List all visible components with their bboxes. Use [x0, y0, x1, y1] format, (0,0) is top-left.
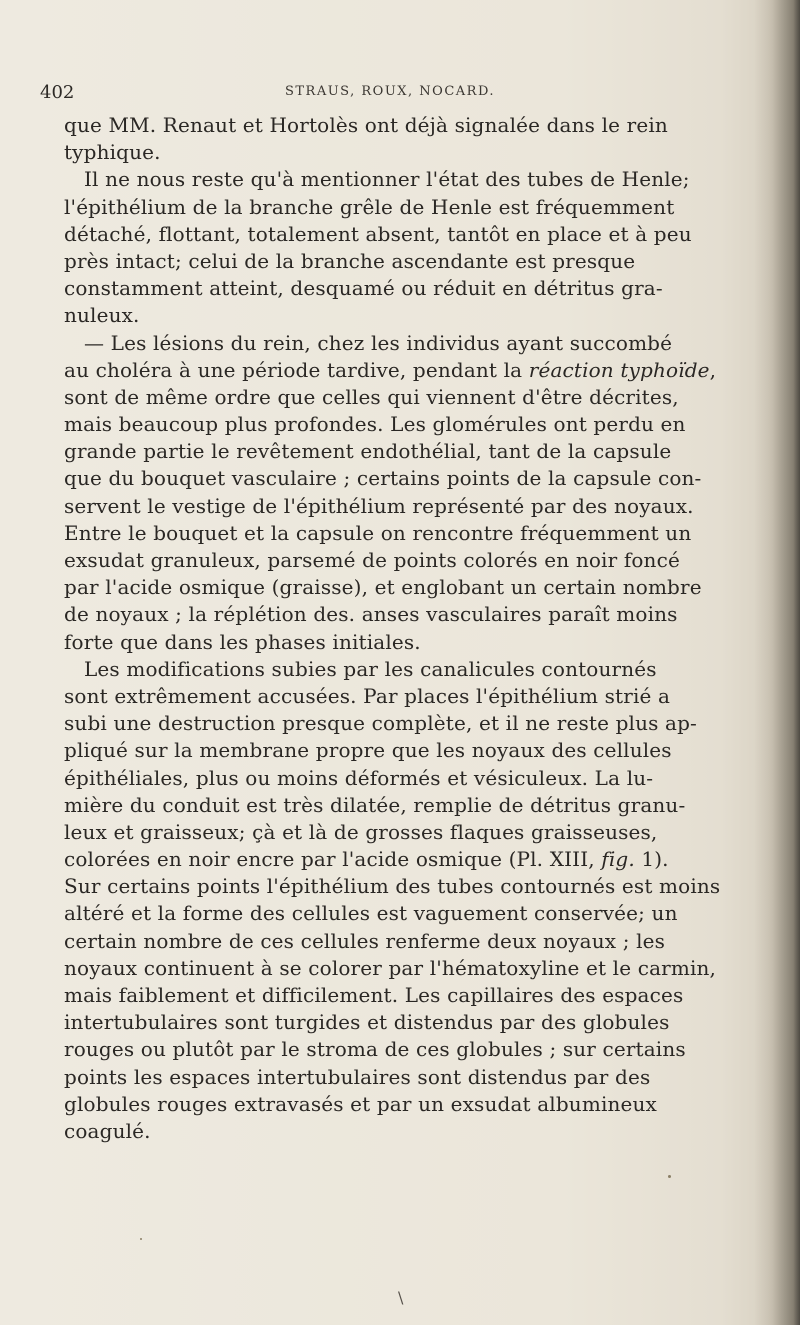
text-line: grande partie le revêtement endothélial, tant de la capsule: [64, 439, 672, 464]
text-line: détaché, flottant, totalement absent, tantôt en place et à peu: [64, 221, 692, 246]
text-line: Entre le bouquet et la capsule on rencontre fréquemment un: [64, 520, 692, 545]
text-line: pliqué sur la membrane propre que les noyaux des cellules: [64, 738, 672, 763]
text-line: nuleux.: [64, 303, 140, 328]
text-line: mière du conduit est très dilatée, remplie de détritus granu-: [64, 792, 686, 817]
text-line: subi une destruction presque complète, et il ne reste plus ap-: [64, 711, 697, 736]
text-line: Il ne nous reste qu'à mentionner l'état des tubes de Henle;: [84, 167, 690, 192]
text-line: [64, 846, 736, 873]
text-line: Les modifications subies par les canalicules contournés: [84, 656, 657, 681]
text-line: noyaux continuent à se colorer par l'hématoxyline et le carmin,: [64, 955, 717, 980]
text-segment: colorées en noir encre par l'acide osmique (: [64, 847, 517, 872]
text-line: Sur certains points l'épithélium des tubes contournés est moins: [64, 874, 721, 899]
text-segment: au choléra à une période tardive, pendant la: [64, 357, 523, 382]
page-header: [40, 82, 740, 106]
text-segment: 1).: [634, 847, 669, 872]
text-line: globules rouges extravasés et par un exsudat albumineux: [64, 1091, 657, 1116]
text-line: typhique.: [64, 140, 161, 165]
text-line: — Les lésions du rein, chez les individus ayant succombé: [84, 330, 673, 355]
text-line: intertubulaires sont turgides et distendus par des globules: [64, 1010, 670, 1035]
page-number: 402: [40, 82, 75, 103]
text-line: rouges ou plutôt par le stroma de ces globules ; sur certains: [64, 1037, 686, 1062]
text-line: que du bouquet vasculaire ; certains points de la capsule con-: [64, 466, 702, 491]
text-line: forte que dans les phases initiales.: [64, 629, 421, 654]
text-line: sont extrêmement accusées. Par places l'épithélium strié a: [64, 683, 671, 708]
text-line: mais faiblement et difficilement. Les capillaires des espaces: [64, 983, 684, 1007]
footer-mark: \: [398, 1288, 404, 1307]
running-head: STRAUS, ROUX, NOCARD.: [284, 84, 496, 99]
text-line: l'épithélium de la branche grêle de Henle est fréquemment: [64, 194, 675, 219]
text-line: coagulé.: [64, 1118, 151, 1143]
text-line: servent le vestige de l'épithélium représenté par des noyaux.: [64, 493, 694, 518]
text-line: leux et graisseux; çà et là de grosses flaques graisseuses,: [64, 819, 658, 844]
paper-speck: [140, 1238, 142, 1240]
text-line: mais beaucoup plus profondes. Les glomérules ont perdu en: [64, 412, 686, 437]
text-line: par l'acide osmique (graisse), et englobant un certain nombre: [64, 575, 702, 600]
text-line: certain nombre de ces cellules renferme deux noyaux ; les: [64, 928, 666, 953]
text-line: de noyaux ; la réplétion des. anses vasculaires paraît moins: [64, 602, 678, 627]
text-line: épithéliales, plus ou moins déformés et vésiculeux. La lu-: [64, 765, 654, 790]
text-line: près intact; celui de la branche ascendante est presque: [64, 248, 636, 273]
text-line: sont de même ordre que celles qui viennent d'être décrites,: [64, 384, 679, 409]
plate-reference: Pl. XIII,: [516, 847, 595, 872]
body-text: [64, 112, 736, 1145]
text-line: points les espaces intertubulaires sont distendus par des: [64, 1064, 651, 1089]
paper-speck: [668, 1175, 671, 1178]
page-binding-shadow: [754, 0, 800, 1325]
italic-term: réaction typhoïde: [528, 357, 710, 382]
figure-reference: fig.: [601, 847, 635, 872]
text-segment: ,: [709, 357, 717, 382]
text-line: altéré et la forme des cellules est vaguement conservée; un: [64, 901, 678, 926]
text-line: exsudat granuleux, parsemé de points colorés en noir foncé: [64, 548, 680, 572]
text-line: que MM. Renaut et Hortolès ont déjà signalée dans le rein: [64, 113, 668, 137]
text-line: [64, 357, 736, 384]
text-line: constamment atteint, desquamé ou réduit en détritus gra-: [64, 276, 663, 301]
